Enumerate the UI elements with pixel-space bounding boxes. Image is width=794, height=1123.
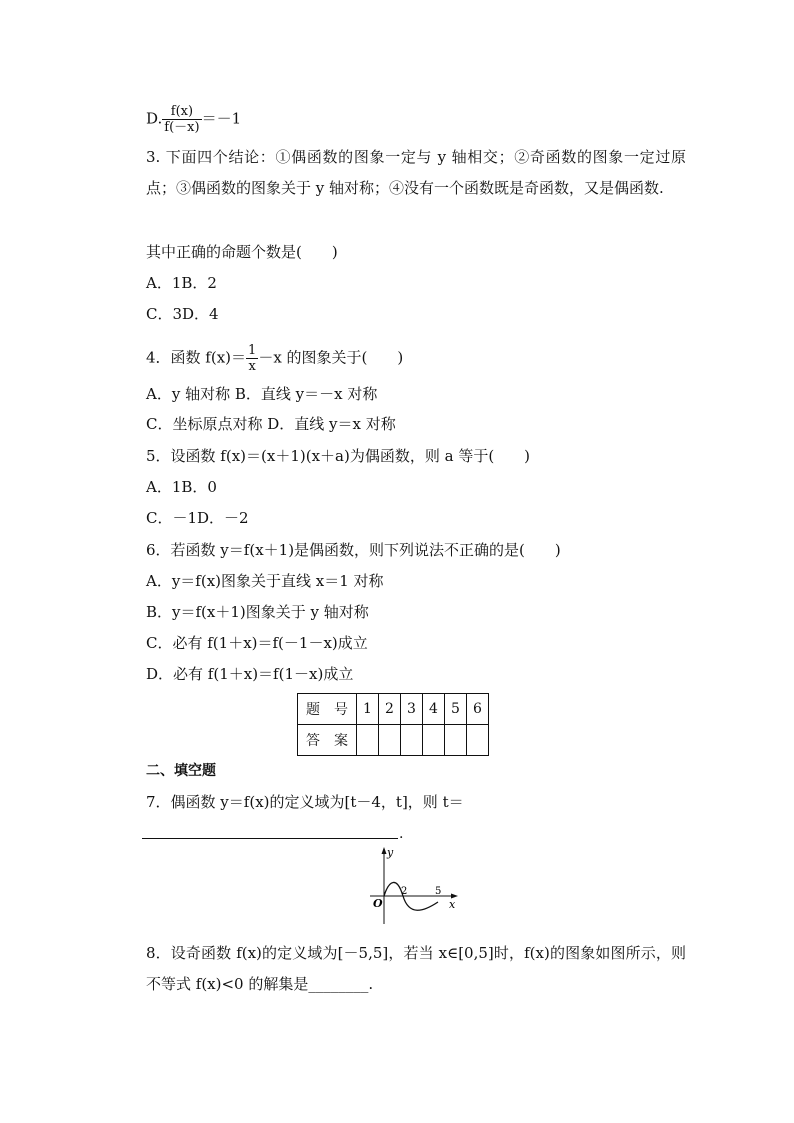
y-axis-label: y bbox=[387, 846, 394, 859]
answer-table-number-3: 3 bbox=[401, 694, 423, 725]
answer-cell-2[interactable] bbox=[379, 725, 401, 756]
question-6: 6．若函数 y＝f(x＋1)是偶函数，则下列说法不正确的是( ) bbox=[146, 541, 561, 559]
question-4 bbox=[146, 343, 403, 374]
question-5-options-ab: A．1B．0 bbox=[146, 478, 217, 496]
answer-blank-line[interactable] bbox=[142, 838, 398, 839]
answer-table-answer-row bbox=[298, 725, 489, 756]
question-3 bbox=[146, 142, 686, 204]
question-6-option-a: A．y＝f(x)图象关于直线 x＝1 对称 bbox=[146, 572, 384, 590]
option-prefix: D. bbox=[146, 109, 163, 128]
fraction-denominator: x bbox=[248, 359, 256, 374]
question-4-tail: －x 的图象关于( ) bbox=[258, 348, 404, 367]
answer-table-label-number: 题 号 bbox=[298, 694, 357, 725]
option-d-previous bbox=[146, 104, 241, 135]
section-heading-fill-in: 二、填空题 bbox=[146, 763, 216, 779]
answer-table-number-6: 6 bbox=[467, 694, 489, 725]
question-3-text: 下面四个结论：①偶函数的图象一定与 y 轴相交；②奇函数的图象一定过原点；③偶函数的图象关于 y 轴对称；④没有一个函数既是奇函数，又是偶函数. bbox=[146, 148, 686, 197]
tick-label-5: 5 bbox=[435, 886, 442, 897]
fraction-numerator: f(x) bbox=[162, 104, 201, 120]
answer-cell-3[interactable] bbox=[401, 725, 423, 756]
question-4-options-cd: C．坐标原点对称 D．直线 y＝x 对称 bbox=[146, 415, 396, 433]
question-7-end: . bbox=[399, 826, 404, 842]
tick-label-2: 2 bbox=[401, 886, 408, 897]
question-4-lead: 4．函数 f(x)＝ bbox=[146, 348, 247, 367]
fraction-numerator: 1 bbox=[248, 343, 257, 358]
fraction-denominator: f(－x) bbox=[164, 120, 200, 135]
answer-table-header-row bbox=[298, 694, 489, 725]
option-tail: ＝－1 bbox=[201, 109, 242, 128]
fraction bbox=[246, 343, 258, 374]
answer-table-number-4: 4 bbox=[423, 694, 445, 725]
origin-label: O bbox=[373, 897, 383, 910]
question-5-options-cd: C．－1D．－2 bbox=[146, 509, 249, 527]
answer-table-number-2: 2 bbox=[379, 694, 401, 725]
question-8: 8．设奇函数 f(x)的定义域为[－5,5]，若当 x∈[0,5]时，f(x)的图象如图所示，则不等式 f(x)<0 的解集是________. bbox=[146, 944, 686, 993]
question-3-options-cd: C．3D．4 bbox=[146, 305, 219, 323]
question-6-option-b: B．y＝f(x＋1)图象关于 y 轴对称 bbox=[146, 603, 369, 621]
question-3-number: 3. bbox=[146, 148, 161, 166]
answer-table-number-1: 1 bbox=[357, 694, 379, 725]
function-graph bbox=[362, 846, 462, 926]
x-axis-label: x bbox=[449, 898, 456, 911]
answer-cell-6[interactable] bbox=[467, 725, 489, 756]
answer-cell-1[interactable] bbox=[357, 725, 379, 756]
question-6-option-c: C．必有 f(1＋x)＝f(－1－x)成立 bbox=[146, 634, 368, 652]
question-5: 5．设函数 f(x)＝(x＋1)(x＋a)为偶函数，则 a 等于( ) bbox=[146, 447, 531, 465]
fraction bbox=[162, 104, 201, 135]
y-axis-arrow bbox=[382, 847, 387, 854]
answer-table-number-5: 5 bbox=[445, 694, 467, 725]
answer-table-label-answer: 答 案 bbox=[298, 725, 357, 756]
answer-table bbox=[297, 693, 489, 756]
question-4-options-ab: A．y 轴对称 B．直线 y＝－x 对称 bbox=[146, 385, 378, 403]
answer-cell-4[interactable] bbox=[423, 725, 445, 756]
question-3-options-ab: A．1B．2 bbox=[146, 274, 217, 292]
answer-cell-5[interactable] bbox=[445, 725, 467, 756]
question-3-sub: 其中正确的命题个数是( ) bbox=[146, 243, 338, 261]
question-6-option-d: D．必有 f(1＋x)＝f(1－x)成立 bbox=[146, 665, 354, 683]
question-7: 7．偶函数 y＝f(x)的定义域为[t－4，t]，则 t＝ bbox=[146, 793, 464, 811]
